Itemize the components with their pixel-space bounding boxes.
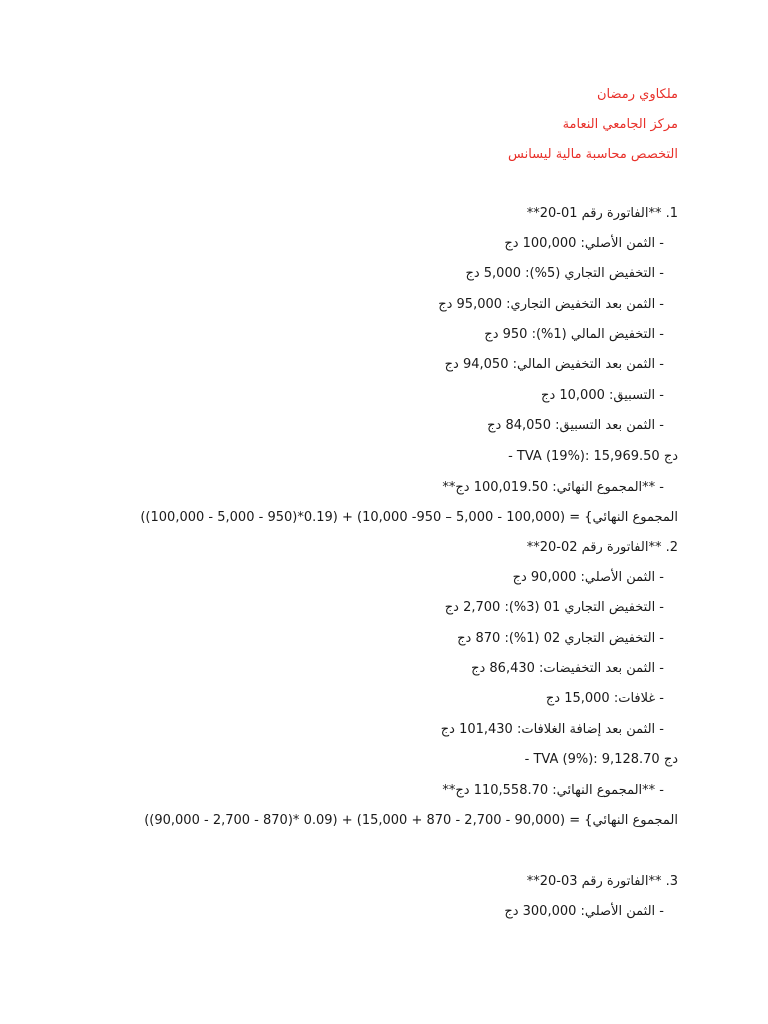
invoice3-line: - الثمن الأصلي: 300,000 دج xyxy=(504,904,664,919)
invoice2-line: - التخفيض التجاري 01 (3%): 2,700 دج xyxy=(444,600,664,615)
invoice2-line: - غلافات: 15,000 دج xyxy=(545,691,664,706)
invoice1-line: - الثمن بعد التخفيض التجاري: 95,000 دج xyxy=(438,297,664,312)
invoice1-line: - التخفيض التجاري (5%): 5,000 دج xyxy=(465,266,664,281)
invoice1-title: 1. **الفاتورة رقم 01-20** xyxy=(526,206,678,221)
invoice2-line: - TVA (9%): 9,128.70 دج xyxy=(524,752,678,767)
invoice2-line: - الثمن بعد التخفيضات: 86,430 دج xyxy=(471,661,664,676)
invoice2-formula: المجموع النهائي} = (90,000 - 2,700 - 870 + 15,000) + (0.09 *(870 - 2,700 - 90,000)) xyxy=(144,813,678,828)
invoice3-title: 3. **الفاتورة رقم 03-20** xyxy=(526,874,678,889)
specialty: التخصص محاسبة مالية ليسانس xyxy=(508,147,678,162)
invoice1-line: - TVA (19%): 15,969.50 دج xyxy=(508,449,678,464)
student-name: ملكاوي رمضان xyxy=(596,87,678,102)
invoice2-line: - التخفيض التجاري 02 (1%): 870 دج xyxy=(457,631,664,646)
invoice2-total: - **المجموع النهائي: 110,558.70 دج** xyxy=(442,783,664,798)
invoice1-line: - التسبيق: 10,000 دج xyxy=(541,388,664,403)
invoice1-line: - التخفيض المالي (1%): 950 دج xyxy=(484,327,664,342)
invoice1-formula: المجموع النهائي} = (100,000 - 5,000 – 950- 10,000) + (0.19*(950 - 5,000 - 100,000)) xyxy=(140,510,678,525)
invoice2-line: - الثمن بعد إضافة الغلافات: 101,430 دج xyxy=(440,722,664,737)
invoice1-total: - **المجموع النهائي: 100,019.50 دج** xyxy=(442,480,664,495)
invoice1-line: - الثمن الأصلي: 100,000 دج xyxy=(504,236,664,251)
invoice1-line: - الثمن بعد التخفيض المالي: 94,050 دج xyxy=(444,357,664,372)
invoice2-line: - الثمن الأصلي: 90,000 دج xyxy=(512,570,664,585)
invoice2-title: 2. **الفاتورة رقم 02-20** xyxy=(526,540,678,555)
invoice1-line: - الثمن بعد التسبيق: 84,050 دج xyxy=(487,418,664,433)
center-name: مركز الجامعي النعامة xyxy=(562,117,678,132)
